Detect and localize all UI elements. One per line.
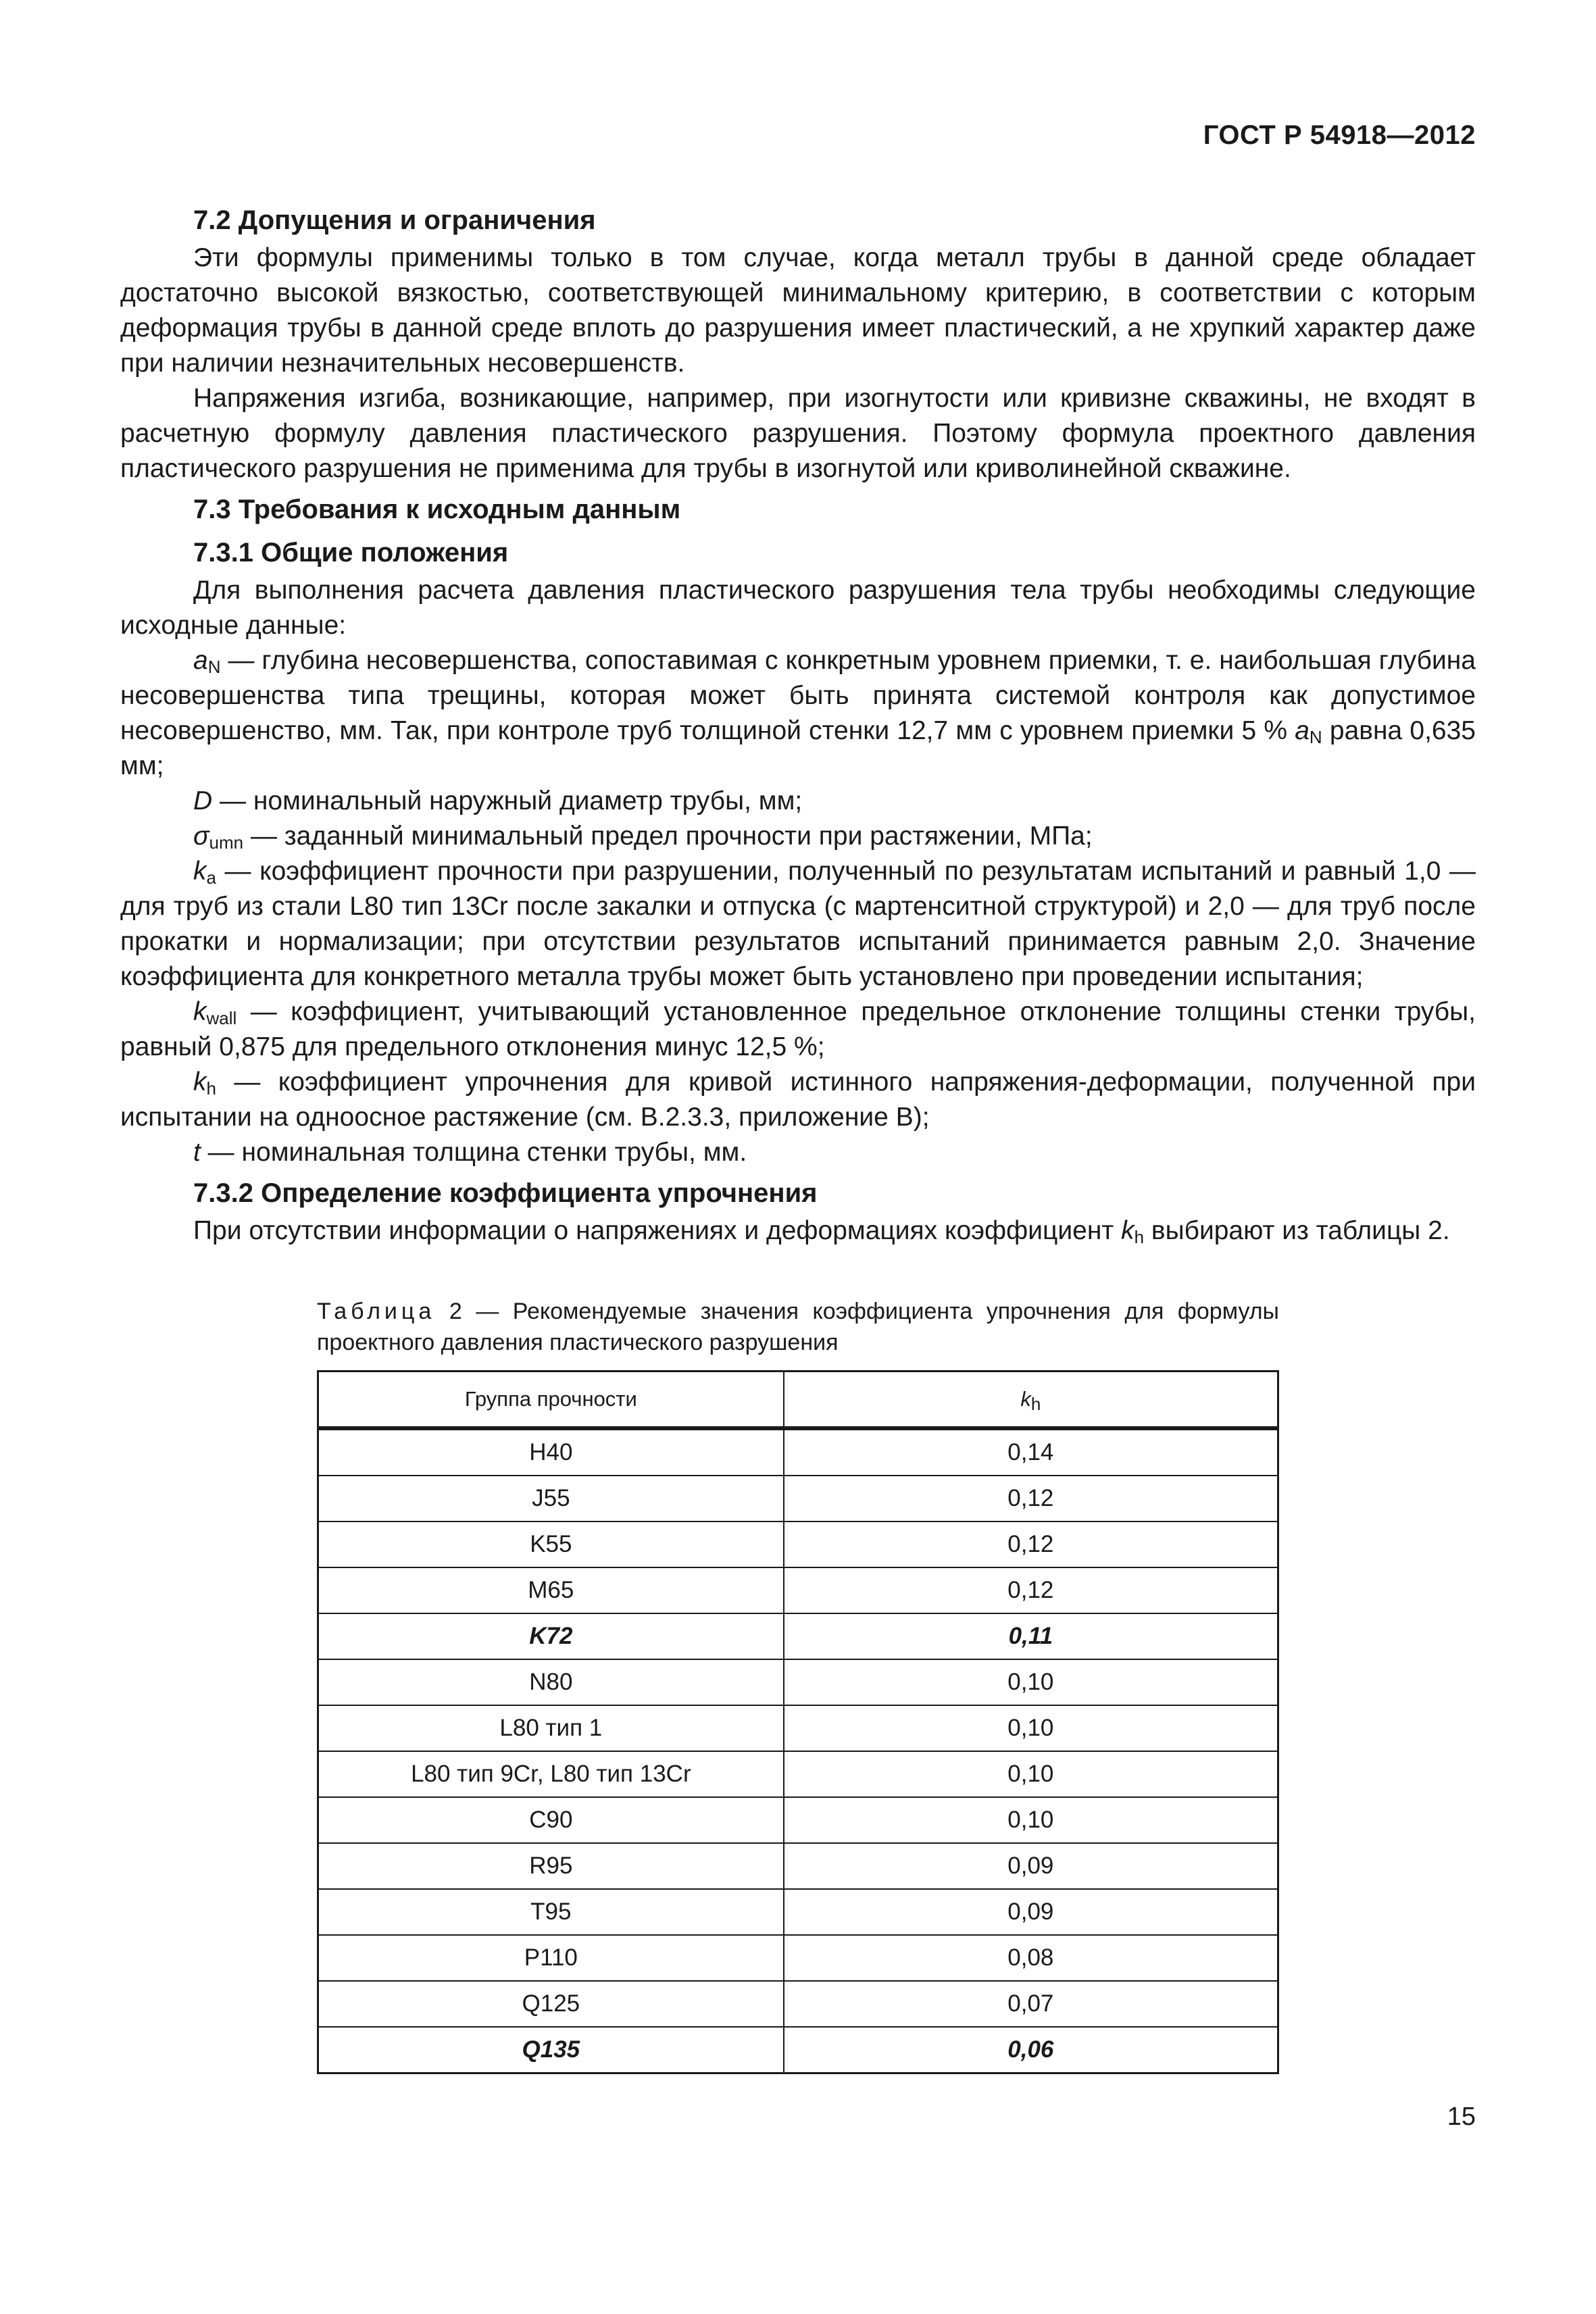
kh-value-cell: 0,09 <box>784 1843 1278 1889</box>
definition-symbol: k <box>193 1067 207 1097</box>
definition-symbol: k <box>193 857 207 886</box>
kh-value-cell: 0,10 <box>784 1705 1278 1751</box>
strength-group-cell: L80 тип 9Cr, L80 тип 13Cr <box>318 1751 784 1797</box>
strength-group-cell: M65 <box>318 1567 784 1613</box>
definition-kh <box>120 1065 1476 1135</box>
kh-symbol: k <box>1020 1387 1031 1411</box>
definition-text: — коэффициент упрочнения для кривой истинного напряжения-деформации, полученной при испытании на одноосное растяжение (см. В.2.3.3, приложение В); <box>120 1067 1476 1132</box>
kh-value-cell: 0,09 <box>784 1889 1278 1935</box>
table-row <box>318 2027 1278 2073</box>
strength-group-cell: R95 <box>318 1843 784 1889</box>
kh-subscript: h <box>1134 1227 1145 1247</box>
table-row <box>318 1797 1278 1843</box>
definition-text: — номинальная толщина стенки трубы, мм. <box>200 1138 747 1167</box>
definition-text: — глубина несовершенства, сопоставимая с конкретным уровнем приемки, т. е. наибольшая глубина несовершенства типа трещины, которая может быть принята системой контроля как допустимое несовершенство, мм. Так, при контроле труб толщиной стенки 12,7 мм с уровнем приемки 5 % <box>120 646 1476 745</box>
table-row <box>318 1843 1278 1889</box>
strength-group-cell: N80 <box>318 1659 784 1705</box>
kh-value-cell: 0,10 <box>784 1659 1278 1705</box>
strength-group-cell: P110 <box>318 1935 784 1981</box>
definition-subscript: h <box>206 1078 216 1099</box>
definition-ka <box>120 854 1476 995</box>
kh-value-cell: 0,06 <box>784 2027 1278 2073</box>
section-7-2-paragraph-1: Эти формулы применимы только в том случае, когда металл трубы в данной среде обладает достаточно высокой вязкостью, соответствующей минимальному критерию, в соответствии с которым деформация трубы в данной среде вплоть до разрушения имеет пластический, а не хрупкий характер даже при наличии незначительных несовершенств. <box>120 243 1476 378</box>
table-row <box>318 1981 1278 2027</box>
table-caption-text: — Рекомендуемые значения коэффициента упрочнения для формулы проектного давления пластического разрушения <box>317 1299 1279 1355</box>
strength-group-cell: K72 <box>318 1613 784 1659</box>
strength-group-cell: J55 <box>318 1476 784 1521</box>
strength-group-cell: L80 тип 1 <box>318 1705 784 1751</box>
kh-value-cell: 0,12 <box>784 1521 1278 1567</box>
definition-symbol: k <box>193 997 207 1026</box>
definition-D <box>120 784 1476 819</box>
document-body <box>120 197 1476 2074</box>
table-caption <box>317 1296 1279 1358</box>
strength-group-cell: C90 <box>318 1797 784 1843</box>
section-7-3-1-intro: Для выполнения расчета давления пластического разрушения тела трубы необходимы следующие исходные данные: <box>120 576 1476 640</box>
definition-symbol: t <box>193 1138 201 1167</box>
kh-symbol: k <box>1121 1216 1134 1245</box>
definition-subscript: N <box>207 657 221 677</box>
definition-text: — коэффициент прочности при разрушении, полученный по результатам испытаний и равный 1,0 — для труб из стали L80 тип 13Cr после закалки и отпуска (с мартенситной структурой) и 2,0 — для труб после прокатки и нормализации; при отсутствии результатов испытаний принимается равным 2,0. Значение коэффициента для конкретного металла трубы может быть установлено при проведении испытания; <box>120 857 1476 991</box>
table-row <box>318 1613 1278 1659</box>
section-7-3-title: 7.3 Требования к исходным данным <box>193 495 681 524</box>
kh-value-cell: 0,08 <box>784 1935 1278 1981</box>
definition-kwall <box>120 995 1476 1065</box>
table-row <box>318 1889 1278 1935</box>
section-7-3-1-title: 7.3.1 Общие положения <box>193 538 509 568</box>
page-number: 15 <box>1447 2103 1476 2131</box>
definition-aN <box>120 643 1476 784</box>
kh-value-cell: 0,11 <box>784 1613 1278 1659</box>
table-row <box>318 1659 1278 1705</box>
column-header-strength-group: Группа прочности <box>318 1372 784 1429</box>
strength-group-cell: Q135 <box>318 2027 784 2073</box>
table-row <box>318 1428 1278 1476</box>
paragraph-text: При отсутствии информации о напряжениях и деформациях коэффициент <box>193 1216 1122 1245</box>
paragraph-text: выбирают из таблицы 2. <box>1144 1216 1450 1245</box>
table-caption-number: 2 <box>449 1299 462 1324</box>
kh-subscript: h <box>1030 1394 1041 1414</box>
hardening-coefficient-table <box>317 1370 1279 2074</box>
kh-value-cell: 0,10 <box>784 1797 1278 1843</box>
kh-value-cell: 0,14 <box>784 1428 1278 1476</box>
definition-symbol: a <box>1295 716 1310 745</box>
strength-group-cell: K55 <box>318 1521 784 1567</box>
definition-subscript: wall <box>206 1008 237 1028</box>
table-caption-label: Таблица <box>317 1299 436 1324</box>
kh-value-cell: 0,12 <box>784 1476 1278 1521</box>
definition-sigma-umn <box>120 819 1476 854</box>
definition-t <box>120 1135 1476 1170</box>
kh-value-cell: 0,07 <box>784 1981 1278 2027</box>
section-7-2-title: 7.2 Допущения и ограничения <box>193 205 596 235</box>
strength-group-cell: Q125 <box>318 1981 784 2027</box>
table-row <box>318 1476 1278 1521</box>
table-row <box>318 1521 1278 1567</box>
kh-value-cell: 0,12 <box>784 1567 1278 1613</box>
section-7-3-2-title: 7.3.2 Определение коэффициента упрочнения <box>193 1178 818 1208</box>
definition-symbol: σ <box>193 822 209 851</box>
section-7-2-paragraph-2: Напряжения изгиба, возникающие, например, при изогнутости или кривизне скважины, не входят в расчетную формулу давления пластического разрушения. Поэтому формула проектного давления пластического разрушения не применима для трубы в изогнутой или криволинейной скважине. <box>120 384 1476 483</box>
table-row <box>318 1935 1278 1981</box>
definition-symbol: D <box>193 786 213 815</box>
definition-subscript: N <box>1309 727 1322 747</box>
definition-text: — коэффициент, учитывающий установленное предельное отклонение толщины стенки трубы, равный 0,875 для предельного отклонения минус 12,5 %; <box>120 997 1476 1061</box>
kh-value-cell: 0,10 <box>784 1751 1278 1797</box>
definition-symbol: a <box>193 646 208 675</box>
definition-text: — номинальный наружный диаметр трубы, мм; <box>212 786 803 815</box>
table-row <box>318 1567 1278 1613</box>
standard-header: ГОСТ Р 54918—2012 <box>1203 120 1476 150</box>
strength-group-cell: T95 <box>318 1889 784 1935</box>
strength-group-cell: H40 <box>318 1428 784 1476</box>
definition-subscript: umn <box>209 832 244 853</box>
definition-text: — заданный минимальный предел прочности при растяжении, МПа; <box>243 822 1093 851</box>
table-row <box>318 1705 1278 1751</box>
definition-text: равна 0,635 мм; <box>120 716 1476 780</box>
table-header-row <box>318 1372 1278 1429</box>
table-body <box>318 1428 1278 2073</box>
column-header-kh <box>784 1372 1278 1429</box>
section-7-3-2-paragraph <box>120 1213 1476 1249</box>
definition-subscript: a <box>206 867 216 888</box>
table-row <box>318 1751 1278 1797</box>
